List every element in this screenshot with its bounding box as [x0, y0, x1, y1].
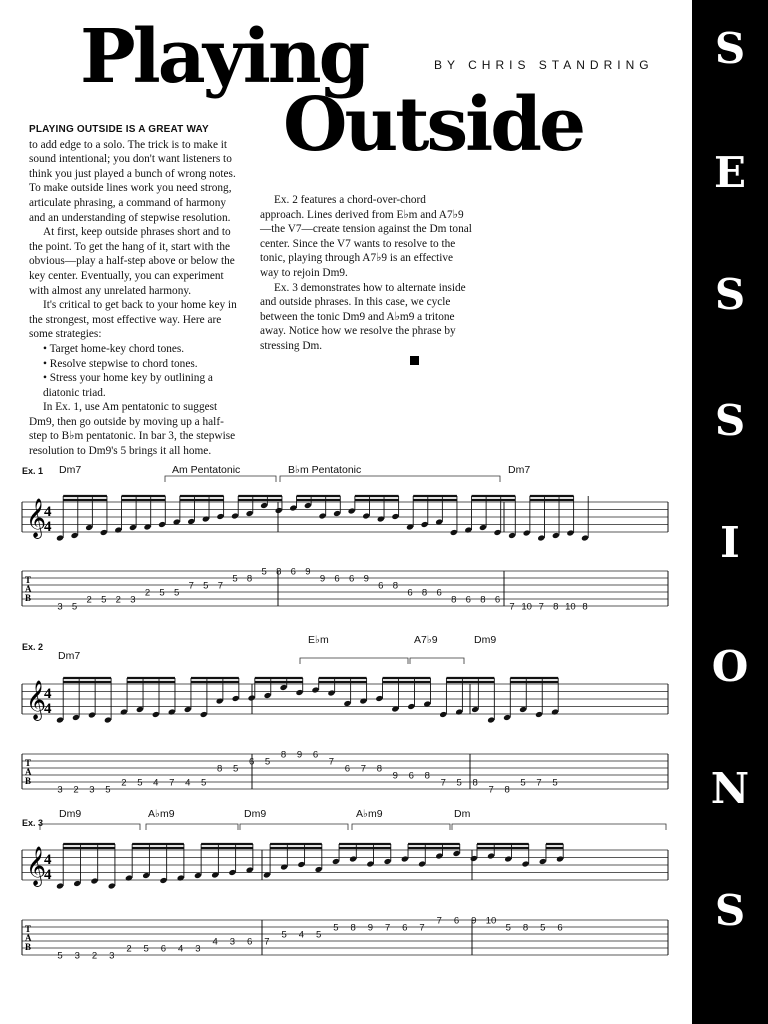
chord-bracket — [40, 824, 140, 830]
tab-number: 7 — [440, 777, 446, 789]
tab-number: 6 — [312, 749, 319, 761]
tab-number: 5 — [137, 777, 143, 789]
chord-symbol: Dm7 — [508, 464, 531, 476]
tab-clef-letter: T — [25, 924, 32, 934]
tab-number: 6 — [557, 922, 563, 934]
tab-number: 5 — [540, 922, 546, 934]
tab-number: 6 — [247, 936, 253, 948]
tab-clef-letter: B — [25, 776, 32, 786]
tab-number: 8 — [421, 587, 428, 599]
section-letter: I — [720, 518, 740, 567]
tab-number: 5 — [456, 777, 462, 789]
section-letter: O — [711, 642, 749, 691]
time-signature: 4 — [44, 852, 52, 868]
tab-number: 10 — [485, 915, 497, 927]
tab-number: 8 — [472, 777, 478, 789]
chord-bracket — [146, 824, 238, 830]
time-signature: 4 — [44, 504, 52, 520]
tab-number: 3 — [89, 784, 95, 796]
tab-number: 2 — [115, 594, 121, 606]
tab-number: 7 — [169, 777, 175, 789]
chord-bracket — [240, 824, 348, 830]
tab-number: 2 — [73, 784, 79, 796]
section-letter: N — [710, 764, 750, 813]
tab-number: 8 — [350, 922, 356, 934]
tab-number: 2 — [121, 777, 127, 789]
treble-clef-icon: 𝄞 — [26, 500, 47, 537]
tab-number: 8 — [451, 594, 457, 606]
tab-number: 4 — [185, 777, 191, 789]
tab-number: 5 — [520, 777, 526, 789]
example-label: Ex. 3 — [22, 818, 44, 828]
article-column-left — [29, 122, 240, 459]
notation-ex3 — [0, 806, 692, 966]
tab-number: 8 — [392, 580, 399, 592]
tab-number: 5 — [201, 777, 207, 789]
tab-number: 6 — [436, 587, 442, 599]
time-signature: 4 — [44, 867, 52, 883]
tab-number: 7 — [360, 763, 367, 775]
tab-number: 2 — [144, 587, 151, 599]
tab-number: 5 — [232, 573, 238, 585]
article-p4: In Ex. 1, use Am pentatonic to suggest Dm9, then go outside by moving up a half-step to B♭m pentatonic. In bar 3, the stepwise resolution to Dm9's 5 brings it all home. — [29, 401, 236, 458]
example-label: Ex. 2 — [22, 642, 44, 652]
tab-number: 9 — [392, 770, 398, 782]
tab-number: 5 — [143, 943, 149, 955]
tab-number: 2 — [86, 594, 92, 606]
tab-clef-letter: T — [25, 758, 32, 768]
tab-number: 7 — [488, 784, 494, 796]
tab-number: 10 — [521, 601, 532, 613]
chord-bracket — [165, 476, 276, 482]
chord-symbol: Dm7 — [59, 464, 82, 476]
tab-number: 7 — [217, 580, 224, 592]
tab-number: 2 — [126, 943, 132, 955]
notation-ex1 — [0, 460, 692, 620]
chord-symbol: Dm9 — [474, 634, 497, 646]
tab-number: 6 — [378, 580, 384, 592]
tab-clef-letter: B — [25, 593, 32, 603]
tab-number: 5 — [159, 587, 165, 599]
tab-number: 3 — [57, 601, 63, 613]
tab-number: 6 — [408, 770, 414, 782]
tab-number: 3 — [229, 936, 236, 948]
tab-number: 7 — [538, 601, 544, 613]
strategy-list — [29, 342, 240, 400]
chord-symbol: E♭m — [308, 634, 329, 646]
article-p3: It's critical to get back to your home key in the strongest, most effective way. Here are some strategies: — [29, 299, 237, 341]
music-example-2 — [0, 632, 692, 796]
tab-number: 6 — [290, 566, 296, 578]
treble-clef-icon: 𝄞 — [26, 848, 47, 885]
end-mark-icon — [410, 356, 419, 365]
tab-clef-letter: T — [25, 575, 32, 585]
chord-bracket — [410, 658, 464, 664]
tab-number: 4 — [212, 936, 218, 948]
tab-number: 6 — [402, 922, 408, 934]
time-signature: 4 — [44, 519, 52, 535]
tab-clef-letter: B — [25, 942, 32, 952]
chord-symbol: Dm7 — [58, 650, 81, 662]
tab-number: 7 — [328, 756, 335, 768]
article-p2: At first, keep outside phrases short and to the point. To get the hang of it, start with the obvious—play a half-step above or below the key center. Eventually, you can experiment with almost any unrelated harmony. — [29, 226, 235, 297]
tab-number: 9 — [296, 749, 303, 761]
tab-number: 3 — [130, 594, 136, 606]
chord-bracket — [452, 824, 666, 830]
tab-number: 6 — [494, 594, 501, 606]
section-letter: S — [714, 396, 746, 445]
tab-number: 9 — [363, 573, 369, 585]
tab-number: 9 — [367, 922, 373, 934]
tab-number: 8 — [276, 566, 282, 578]
tab-number: 5 — [174, 587, 180, 599]
tab-number: 8 — [553, 601, 559, 613]
tab-number: 5 — [101, 594, 107, 606]
tab-number: 5 — [71, 601, 78, 613]
tab-number: 8 — [424, 770, 430, 782]
article-lead: PLAYING OUTSIDE IS A GREAT WAY — [29, 124, 209, 135]
article-column-right — [260, 193, 472, 368]
section-letter: E — [713, 148, 746, 197]
chord-symbol: A♭m9 — [148, 808, 175, 820]
tab-number: 6 — [407, 587, 413, 599]
tab-number: 6 — [349, 573, 355, 585]
notation-ex2 — [0, 632, 692, 796]
section-letter: S — [714, 886, 746, 935]
tab-number: 2 — [91, 950, 98, 962]
tab-clef-letter: A — [25, 767, 32, 777]
chord-bracket — [352, 824, 450, 830]
tab-number: 3 — [74, 950, 80, 962]
tab-number: 6 — [465, 594, 471, 606]
chord-symbol: Dm9 — [244, 808, 267, 820]
tab-number: 7 — [188, 580, 194, 592]
tab-number: 7 — [264, 936, 270, 948]
tab-number: 5 — [333, 922, 339, 934]
tab-number: 5 — [281, 929, 287, 941]
tab-number: 10 — [565, 601, 576, 613]
tab-clef-letter: A — [25, 584, 32, 594]
strategy-item: • Resolve stepwise to chord tones. — [43, 357, 198, 370]
tab-number: 9 — [471, 915, 477, 927]
example-label: Ex. 1 — [22, 466, 44, 476]
tab-number: 7 — [536, 777, 542, 789]
tab-number: 6 — [344, 763, 351, 775]
tab-number: 6 — [248, 756, 255, 768]
chord-bracket — [300, 658, 408, 664]
tab-number: 8 — [280, 749, 287, 761]
tab-number: 5 — [105, 784, 111, 796]
chord-symbol: Am Pentatonic — [172, 464, 241, 476]
section-letter: S — [714, 270, 746, 319]
article-p5: Ex. 2 features a chord-over-chord approach. Lines derived from E♭m and A7♭9—the V7—create tension against the Dm tonal center. Since the V7 wants to resolve to the tonic, playing through A7♭9 is an effective way to rejoin Dm9. — [260, 194, 472, 279]
tab-number: 3 — [109, 950, 115, 962]
tab-number: 9 — [305, 566, 311, 578]
sessions-band — [692, 0, 768, 1024]
tab-number: 7 — [419, 922, 425, 934]
strategy-item: • Stress your home key by outlining a diatonic triad. — [43, 372, 213, 399]
tab-number: 5 — [203, 580, 209, 592]
tab-number: 3 — [195, 943, 201, 955]
tab-number: 4 — [153, 777, 159, 789]
time-signature: 4 — [44, 686, 52, 702]
tab-number: 5 — [261, 566, 267, 578]
tab-number: 5 — [264, 756, 271, 768]
tab-number: 8 — [217, 763, 223, 775]
tab-number: 7 — [436, 915, 442, 927]
tab-number: 4 — [298, 929, 305, 941]
tab-number: 6 — [453, 915, 460, 927]
time-signature: 4 — [44, 701, 52, 717]
tab-number: 3 — [57, 784, 63, 796]
chord-symbol: Dm9 — [59, 808, 82, 820]
title-line-2: Outside — [283, 82, 584, 168]
tab-number: 5 — [315, 929, 322, 941]
tab-number: 8 — [582, 601, 588, 613]
tab-number: 8 — [504, 784, 510, 796]
title-line-1: Playing — [80, 14, 368, 100]
tab-number: 5 — [232, 763, 239, 775]
tab-clef-letter: A — [25, 933, 32, 943]
chord-symbol: B♭m Pentatonic — [288, 464, 362, 476]
strategy-item: • Target home-key chord tones. — [43, 342, 185, 355]
tab-number: 8 — [480, 594, 486, 606]
chord-symbol: A7♭9 — [414, 634, 438, 646]
article-p1: to add edge to a solo. The trick is to make it sound intentional; you don't want listeners to think you just played a bunch of wrong notes. To make outside lines work you need strong, articulate phrasing, a command of harmony and an understanding of stepwise resolution. — [29, 138, 236, 224]
tab-number: 9 — [319, 573, 326, 585]
tab-number: 5 — [552, 777, 558, 789]
tab-number: 7 — [509, 601, 515, 613]
treble-clef-icon: 𝄞 — [26, 682, 47, 719]
music-example-3 — [0, 806, 692, 966]
tab-number: 6 — [334, 573, 340, 585]
tab-number: 5 — [505, 922, 511, 934]
tab-number: 4 — [178, 943, 184, 955]
tab-number: 8 — [246, 573, 253, 585]
tab-number: 8 — [522, 922, 529, 934]
byline: BY CHRIS STANDRING — [434, 58, 654, 72]
chord-symbol: Dm — [454, 808, 471, 820]
music-example-1 — [0, 460, 692, 620]
tab-number: 5 — [57, 950, 63, 962]
section-letter: S — [714, 24, 746, 73]
tab-number: 6 — [160, 943, 167, 955]
article-p6: Ex. 3 demonstrates how to alternate inside and outside phrases. In this case, we cycle between the tonic Dm9 and A♭m9 a tritone away. Notice how we resolve the phrase by stressing Dm. — [260, 281, 466, 352]
chord-symbol: A♭m9 — [356, 808, 383, 820]
tab-number: 8 — [376, 763, 383, 775]
chord-bracket — [280, 476, 500, 482]
tab-number: 7 — [384, 922, 391, 934]
